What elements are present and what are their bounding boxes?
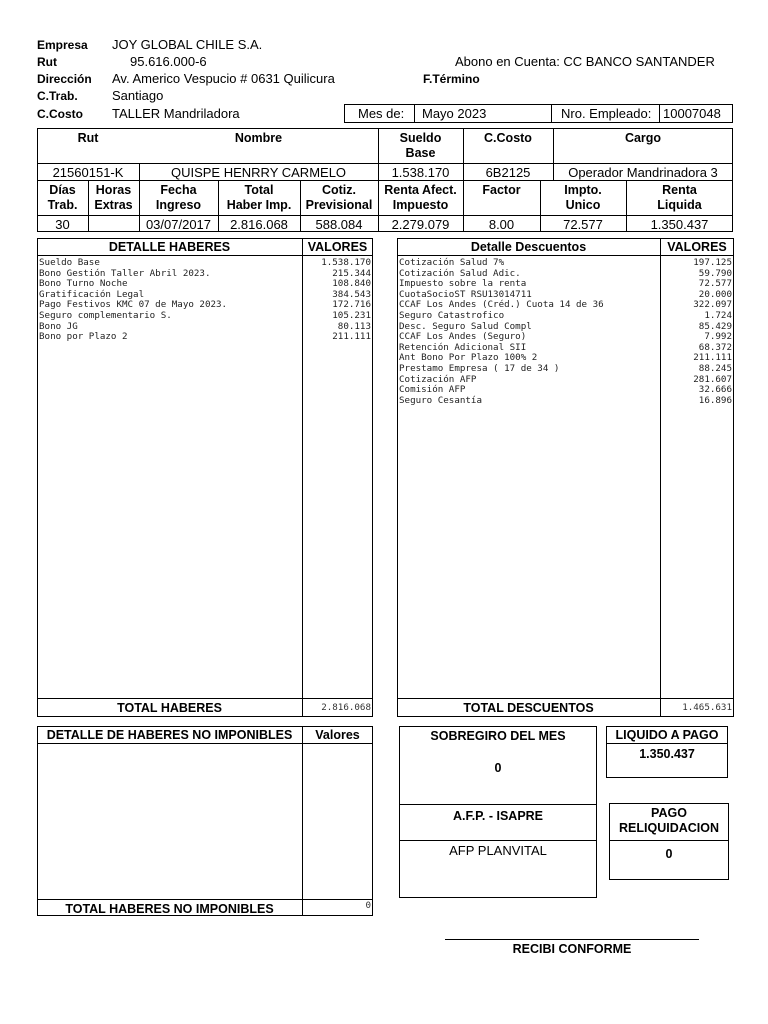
line-item-value: 88.245: [698, 362, 732, 374]
haberes-list: [39, 258, 227, 343]
line-item-value: 211.111: [693, 352, 732, 364]
rut-value: 95.616.000-6: [130, 54, 207, 69]
sobregiro-title: SOBREGIRO DEL MES: [430, 729, 566, 743]
line-item-value: 1.724: [704, 309, 732, 321]
abono-text: Abono en Cuenta: CC BANCO SANTANDER: [455, 54, 715, 69]
haberes-valores-header: VALORES: [307, 240, 368, 254]
line-item-name: Desc. Seguro Salud Compl: [399, 320, 532, 332]
line-item-name: Bono Turno Noche: [39, 278, 128, 290]
summary-impto: 72.577: [563, 217, 603, 232]
nro-empleado-value: 10007048: [663, 106, 721, 121]
line-item-name: Prestamo Empresa ( 17 de 34 ): [399, 362, 560, 374]
summary-fecha: 03/07/2017: [145, 217, 212, 232]
header-cargo: Cargo: [624, 131, 662, 145]
line-item-value: 322.097: [693, 299, 732, 311]
line-item-name: Impuesto sobre la renta: [399, 278, 527, 290]
employee-ccosto: 6B2125: [485, 165, 531, 180]
total-haberes-value: 2.816.068: [321, 702, 371, 713]
header-factor: Factor: [482, 183, 521, 197]
header-renta-2: Impuesto: [392, 198, 449, 212]
summary-liquida: 1.350.437: [650, 217, 709, 232]
line-item-value: 7.992: [704, 331, 732, 343]
direccion-value: Av. Americo Vespucio # 0631 Quilicura: [112, 71, 335, 86]
total-no-imponibles-value: 0: [365, 900, 371, 911]
employee-nombre: QUISPE HENRRY CARMELO: [170, 165, 347, 180]
direccion-label: Dirección: [37, 72, 92, 86]
line-item-name: Bono JG: [39, 320, 78, 332]
line-item-name: Pago Festivos KMC 07 de Mayo 2023.: [39, 299, 228, 311]
line-item-name: CCAF Los Andes (Créd.) Cuota 14 de 36: [399, 299, 604, 311]
ctrab-value: Santiago: [112, 88, 164, 103]
line-item-name: Ant Bono Por Plazo 100% 2: [399, 352, 538, 364]
descuentos-values: [662, 258, 732, 406]
afp-isapre-value: AFP PLANVITAL: [449, 843, 547, 858]
header-dias-1: Días: [49, 183, 76, 197]
reliquidacion-value: 0: [665, 847, 673, 861]
employee-rut: 21560151-K: [52, 165, 124, 180]
descuentos-title: Detalle Descuentos: [470, 240, 587, 254]
line-item-name: Retención Adicional SII: [399, 341, 527, 353]
header-total-1: Total: [244, 183, 274, 197]
nro-empleado-label: Nro. Empleado:: [561, 106, 652, 121]
line-item-value: 108.840: [332, 278, 371, 290]
line-item-value: 32.666: [698, 384, 732, 396]
summary-cotiz: 588.084: [315, 217, 363, 232]
line-item-value: 105.231: [332, 309, 371, 321]
header-total-2: Haber Imp.: [226, 198, 292, 212]
employee-cargo: Operador Mandrinadora 3: [568, 165, 718, 180]
total-descuentos-label: TOTAL DESCUENTOS: [463, 701, 594, 715]
descuentos-valores-header: VALORES: [667, 240, 727, 254]
line-item-value: 68.372: [698, 341, 732, 353]
header-fecha-1: Fecha: [160, 183, 197, 197]
line-item-value: 72.577: [698, 278, 732, 290]
descuentos-list: [399, 258, 604, 406]
line-item-value: 172.716: [332, 299, 371, 311]
ccosto-value: TALLER Mandriladora: [112, 106, 240, 121]
header-renta-1: Renta Afect.: [384, 183, 457, 197]
header-impto-2: Unico: [565, 198, 601, 212]
total-no-imponibles-label: TOTAL HABERES NO IMPONIBLES: [65, 902, 274, 916]
header-rut: Rut: [77, 131, 99, 145]
total-haberes-label: TOTAL HABERES: [117, 701, 222, 715]
no-imponibles-valores-header: Valores: [315, 728, 360, 742]
header-dias-2: Trab.: [47, 198, 78, 212]
haberes-title: DETALLE HABERES: [108, 240, 231, 254]
line-item-value: 20.000: [698, 288, 732, 300]
mes-label: Mes de:: [358, 106, 405, 121]
header-impto-1: Impto.: [564, 183, 602, 197]
empresa-value: JOY GLOBAL CHILE S.A.: [112, 37, 263, 52]
recibi-conforme-label: RECIBI CONFORME: [512, 942, 632, 956]
line-item-value: 211.111: [332, 331, 371, 343]
liquido-value: 1.350.437: [639, 747, 695, 761]
line-item-value: 281.607: [693, 373, 732, 385]
ccosto-label: C.Costo: [37, 107, 83, 121]
header-sueldo-base-2: Base: [405, 146, 436, 160]
header-liquida-2: Liquida: [657, 198, 702, 212]
line-item-name: Cotización AFP: [399, 373, 477, 385]
line-item-value: 197.125: [693, 257, 732, 268]
line-item-name: Cotización Salud 7%: [399, 257, 505, 268]
line-item-name: Bono Gestión Taller Abril 2023.: [39, 267, 211, 279]
header-fecha-2: Ingreso: [155, 198, 202, 212]
rut-label: Rut: [37, 55, 57, 69]
header-ccosto: C.Costo: [484, 131, 532, 145]
sobregiro-value: 0: [494, 761, 502, 775]
afp-isapre-title: A.F.P. - ISAPRE: [452, 809, 544, 823]
reliquidacion-title-1: PAGO: [651, 806, 687, 820]
line-item-name: Bono por Plazo 2: [39, 331, 128, 343]
line-item-value: 16.896: [698, 394, 732, 406]
empresa-label: Empresa: [37, 38, 88, 52]
line-item-name: Sueldo Base: [39, 257, 100, 268]
line-item-value: 85.429: [698, 320, 732, 332]
line-item-name: Seguro Cesantía: [399, 394, 482, 406]
ftermino-label: F.Término: [423, 72, 480, 86]
line-item-name: Comisión AFP: [399, 384, 466, 396]
line-item-value: 1.538.170: [321, 257, 371, 268]
line-item-value: 80.113: [337, 320, 371, 332]
line-item-value: 384.543: [332, 288, 371, 300]
reliquidacion-title-2: RELIQUIDACION: [619, 821, 719, 835]
summary-total: 2.816.068: [230, 217, 288, 232]
no-imponibles-title: DETALLE DE HABERES NO IMPONIBLES: [46, 728, 293, 742]
header-cotiz-2: Previsional: [305, 198, 373, 212]
line-item-name: CCAF Los Andes (Seguro): [399, 331, 527, 343]
ctrab-label: C.Trab.: [37, 89, 78, 103]
header-cotiz-1: Cotiz.: [321, 183, 357, 197]
summary-dias: 30: [55, 217, 70, 232]
header-sueldo-base-1: Sueldo: [399, 131, 442, 145]
line-item-name: Gratificación Legal: [39, 288, 145, 300]
line-item-name: Seguro complementario S.: [39, 309, 172, 321]
line-item-value: 59.790: [698, 267, 732, 279]
header-liquida-1: Renta: [662, 183, 697, 197]
no-imponibles-panel: [37, 726, 373, 916]
signature-line: [445, 939, 699, 940]
line-item-name: Seguro Catastrofico: [399, 309, 505, 321]
haberes-values: [304, 258, 371, 343]
line-item-value: 215.344: [332, 267, 371, 279]
line-item-name: Cotización Salud Adic.: [399, 267, 521, 279]
total-descuentos-value: 1.465.631: [682, 702, 732, 713]
header-nombre: Nombre: [234, 131, 283, 145]
header-horas-1: Horas: [95, 183, 132, 197]
mes-value: Mayo 2023: [422, 106, 487, 121]
employee-sueldo: 1.538.170: [391, 165, 450, 180]
summary-renta: 2.279.079: [391, 217, 450, 232]
summary-factor: 8.00: [488, 217, 515, 232]
line-item-name: CuotaSocioST RSU13014711: [399, 288, 532, 300]
header-horas-2: Extras: [94, 198, 133, 212]
liquido-title: LIQUIDO A PAGO: [615, 728, 719, 742]
